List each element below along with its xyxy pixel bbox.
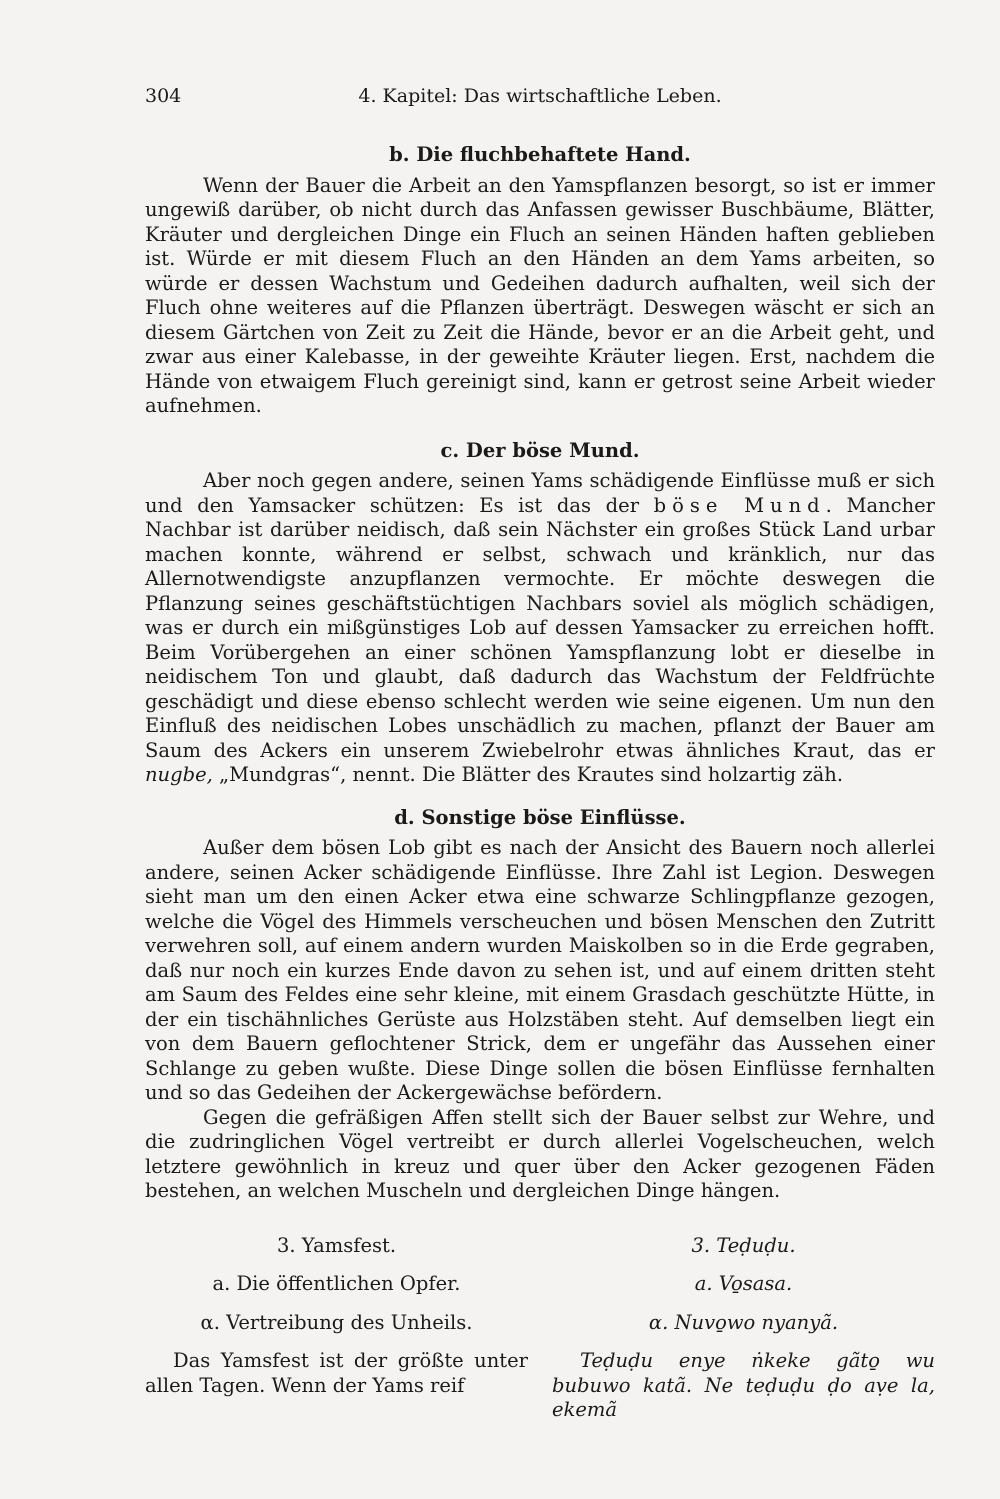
column-subheading: a. Die öffentlichen Opfer. bbox=[212, 1272, 461, 1295]
running-header bbox=[145, 85, 935, 119]
two-column-section bbox=[145, 1234, 935, 1443]
text-run: Aber noch gegen andere, seinen Yams schädigende Einflüsse muß er sich und den Yamsacker schützen: Es ist das der bbox=[145, 469, 935, 517]
german-column bbox=[145, 1234, 528, 1443]
section-heading-c: c. Der böse Mund. bbox=[440, 438, 640, 462]
paragraph: Außer dem bösen Lob gibt es nach der Ansicht des Bauern noch allerlei andere, seinen Acker schädigende Einflüsse. Ihre Zahl ist Legion. Deswegen sieht man um den einen Acker etwa eine schwarze Schlingpflanze gezogen, welche die Vögel des Himmels verscheuchen und bösen Menschen den Zutritt verwehren soll, auf einem andern wurden Maiskolben so in die Erde gegraben, daß nur noch ein kurzes Ende davon zu sehen ist, und auf einem dritten steht am Saum des Feldes eine sehr kleine, mit einem Grasdach geschützte Hütte, in der ein tischähnliches Gerüste aus Holzstäben steht. Auf demselben liegt ein von dem Bauern geflochtener Strick, dem er ungefähr das Aussehen einer Schlange zu geben wußte. Diese Dinge sollen die bösen Einflüsse fernhalten und so das Gedeihen der Ackergewächse befördern. bbox=[145, 836, 935, 1104]
spaced-emphasis: böse Mund bbox=[653, 493, 826, 517]
ewe-column bbox=[552, 1234, 935, 1443]
section-heading-b: b. Die fluchbehaftete Hand. bbox=[389, 143, 691, 166]
section-heading-d: d. Sonstige böse Einflüsse. bbox=[394, 805, 686, 829]
main-text bbox=[145, 143, 935, 1204]
column-paragraph: Teḍuḍu enye ṅkeke gãto̱ wu bubuwo katã. Ne teḍuḍu ḍo aṿe la, ekemã bbox=[552, 1349, 935, 1421]
italic-term: nugbe, bbox=[145, 763, 213, 786]
book-page bbox=[145, 85, 935, 1442]
chapter-title: 4. Kapitel: Das wirtschaftliche Leben. bbox=[358, 85, 722, 107]
column-heading: 3. Yamsfest. bbox=[276, 1233, 397, 1257]
page-number: 304 bbox=[145, 85, 182, 107]
column-paragraph: Das Yamsfest ist der größte unter allen Tagen. Wenn der Yams reif bbox=[145, 1349, 528, 1397]
text-run: „Mundgras“, nennt. Die Blätter des Krautes sind holzartig zäh. bbox=[212, 763, 844, 786]
paragraph bbox=[145, 469, 935, 788]
column-subheading: α. Nuvo̱wo nyanyã. bbox=[648, 1310, 839, 1334]
column-subheading: a. Vo̱sasa. bbox=[694, 1272, 793, 1295]
column-heading: 3. Teḍuḍu. bbox=[691, 1233, 796, 1257]
text-run: . Mancher Nachbar ist darüber neidisch, daß sein Nächster ein großes Stück Land urbar machen konnte, während er selbst, schwach und kränklich, nur das Allernotwendigste anzupflanzen vermochte. Er möchte deswegen die Pflanzung seines geschäftstüchtigen Nachbars soviel als möglich schädigen, was er durch ein mißgünstiges Lob auf dessen Yamsacker zu erreichen hofft. Beim Vorübergehen an einer schönen Yamspflanzung lobt er dieselbe in neidischem Ton und glaubt, daß dadurch das Wachstum der Feldfrüchte geschädigt und diese ebenso schlecht werden wie seine eigenen. Um nun den Einfluß des neidischen Lobes unschädlich zu machen, pflanzt der Bauer am Saum des Ackers ein unserem Zwiebelrohr etwas ähnliches Kraut, das er bbox=[145, 493, 935, 762]
paragraph: Gegen die gefräßigen Affen stellt sich der Bauer selbst zur Wehre, und die zudringlichen Vögel vertreibt er durch allerlei Vogelscheuchen, welch letztere gewöhnlich in kreuz und quer über den Acker gezogenen Fäden bestehen, an welchen Muscheln und dergleichen Dinge hängen. bbox=[145, 1105, 935, 1202]
paragraph: Wenn der Bauer die Arbeit an den Yamspflanzen besorgt, so ist er immer ungewiß darüber, ob nicht durch das Anfassen gewisser Buschbäume, Blätter, Kräuter und dergleichen Dinge ein Fluch an seinen Händen haften geblieben ist. Würde er mit diesem Fluch an den Händen an dem Yams arbeiten, so würde er dessen Wachstum und Gedeihen dadurch aufhalten, weil sich der Fluch ohne weiteres auf die Pflanzen überträgt. Deswegen wäscht er sich an diesem Gärtchen von Zeit zu Zeit die Hände, bevor er an die Arbeit geht, und zwar aus einer Kalebasse, in der geweihte Kräuter liegen. Erst, nachdem die Hände von etwaigem Fluch gereinigt sind, kann er getrost seine Arbeit wieder aufnehmen. bbox=[145, 173, 935, 417]
column-subheading: α. Vertreibung des Unheils. bbox=[200, 1310, 473, 1334]
